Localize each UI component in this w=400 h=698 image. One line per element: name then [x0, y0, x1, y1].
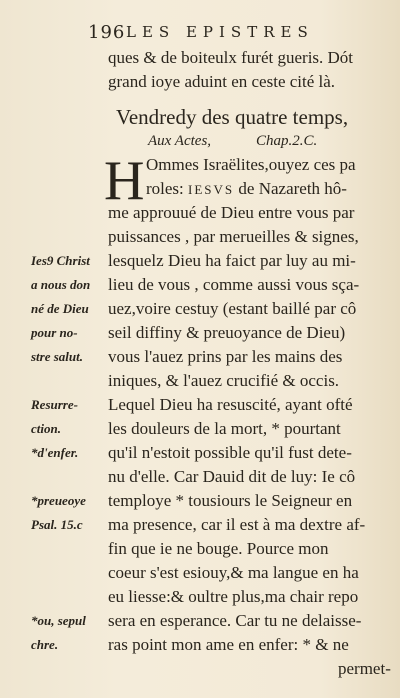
body-line: les douleurs de la mort, * pourtant — [108, 419, 341, 438]
body-line-text: roles: — [146, 179, 189, 198]
catchword: permet- — [338, 659, 391, 678]
body-line: ma presence, car il est à ma dextre af- — [108, 515, 366, 534]
body-line: lesquelz Dieu ha faict par luy au mi- — [108, 251, 356, 270]
body-line: ras point mon ame en enfer: * & ne — [108, 635, 349, 654]
margin-note: Psal. 15.c — [31, 517, 83, 532]
margin-note: a nous don — [31, 277, 91, 292]
body-line: iniques, & l'auez crucifié & occis. — [108, 371, 340, 390]
body-line: me approuué de Dieu entre vous par — [108, 203, 355, 222]
margin-note: *d'enfer. — [31, 445, 79, 460]
body-line: nu d'elle. Car Dauid dit de luy: Ie cô — [108, 467, 356, 486]
body-line: temploye * tousiours le Seigneur en — [108, 491, 353, 510]
margin-note: stre salut. — [31, 349, 84, 364]
body-line: Ommes Israëlites,ouyez ces pa — [146, 155, 356, 174]
page-number: 196 — [88, 22, 126, 43]
body-line: puissances , par merueilles & signes, — [108, 227, 359, 246]
margin-note: ction. — [31, 421, 61, 436]
body-line: lieu de vous , comme aussi vous sça- — [108, 275, 360, 294]
name-smallcaps: IESVS — [188, 182, 235, 197]
body-line: coeur s'est esiouy,& ma langue en ha — [108, 563, 359, 582]
margin-note: Ies9 Christ — [31, 253, 90, 268]
body-line: eu liesse:& oultre plus,ma chair repo — [108, 587, 359, 606]
running-head: LES EPISTRES — [126, 23, 314, 41]
body-line — [146, 179, 347, 199]
body-line: uez,voire cestuy (estant baillé par cô — [108, 299, 357, 318]
margin-note: chre. — [31, 637, 59, 652]
chapter-reference: Chap.2.C. — [256, 133, 318, 149]
body-line: Lequel Dieu ha resuscité, ayant ofté — [108, 395, 353, 414]
body-line: vous l'auez prins par les mains des — [108, 347, 343, 366]
margin-note: né de Dieu — [31, 301, 89, 316]
body-line: ques & de boiteulx furét gueris. Dót — [108, 48, 354, 67]
margin-note: *preueoye — [31, 493, 86, 508]
page-header — [88, 22, 388, 46]
margin-note: Resurre- — [31, 397, 78, 412]
margin-note: *ou, sepul — [31, 613, 86, 628]
margin-note: pour no- — [31, 325, 78, 340]
body-line: fin que ie ne bouge. Pource mon — [108, 539, 329, 558]
body-line: sera en esperance. Car tu ne delaisse- — [108, 611, 362, 630]
drop-capital: H — [104, 150, 145, 212]
body-line: seil diffiny & preuoyance de Dieu) — [108, 323, 346, 342]
source-reference: Aux Actes, — [148, 133, 212, 149]
body-line: qu'il n'estoit possible qu'il fust dete- — [108, 443, 352, 462]
body-line: grand ioye aduint en ceste cité là. — [108, 72, 336, 91]
section-title: Vendredy des quatre temps, — [116, 105, 349, 129]
body-line-text: de Nazareth hô- — [234, 179, 347, 198]
